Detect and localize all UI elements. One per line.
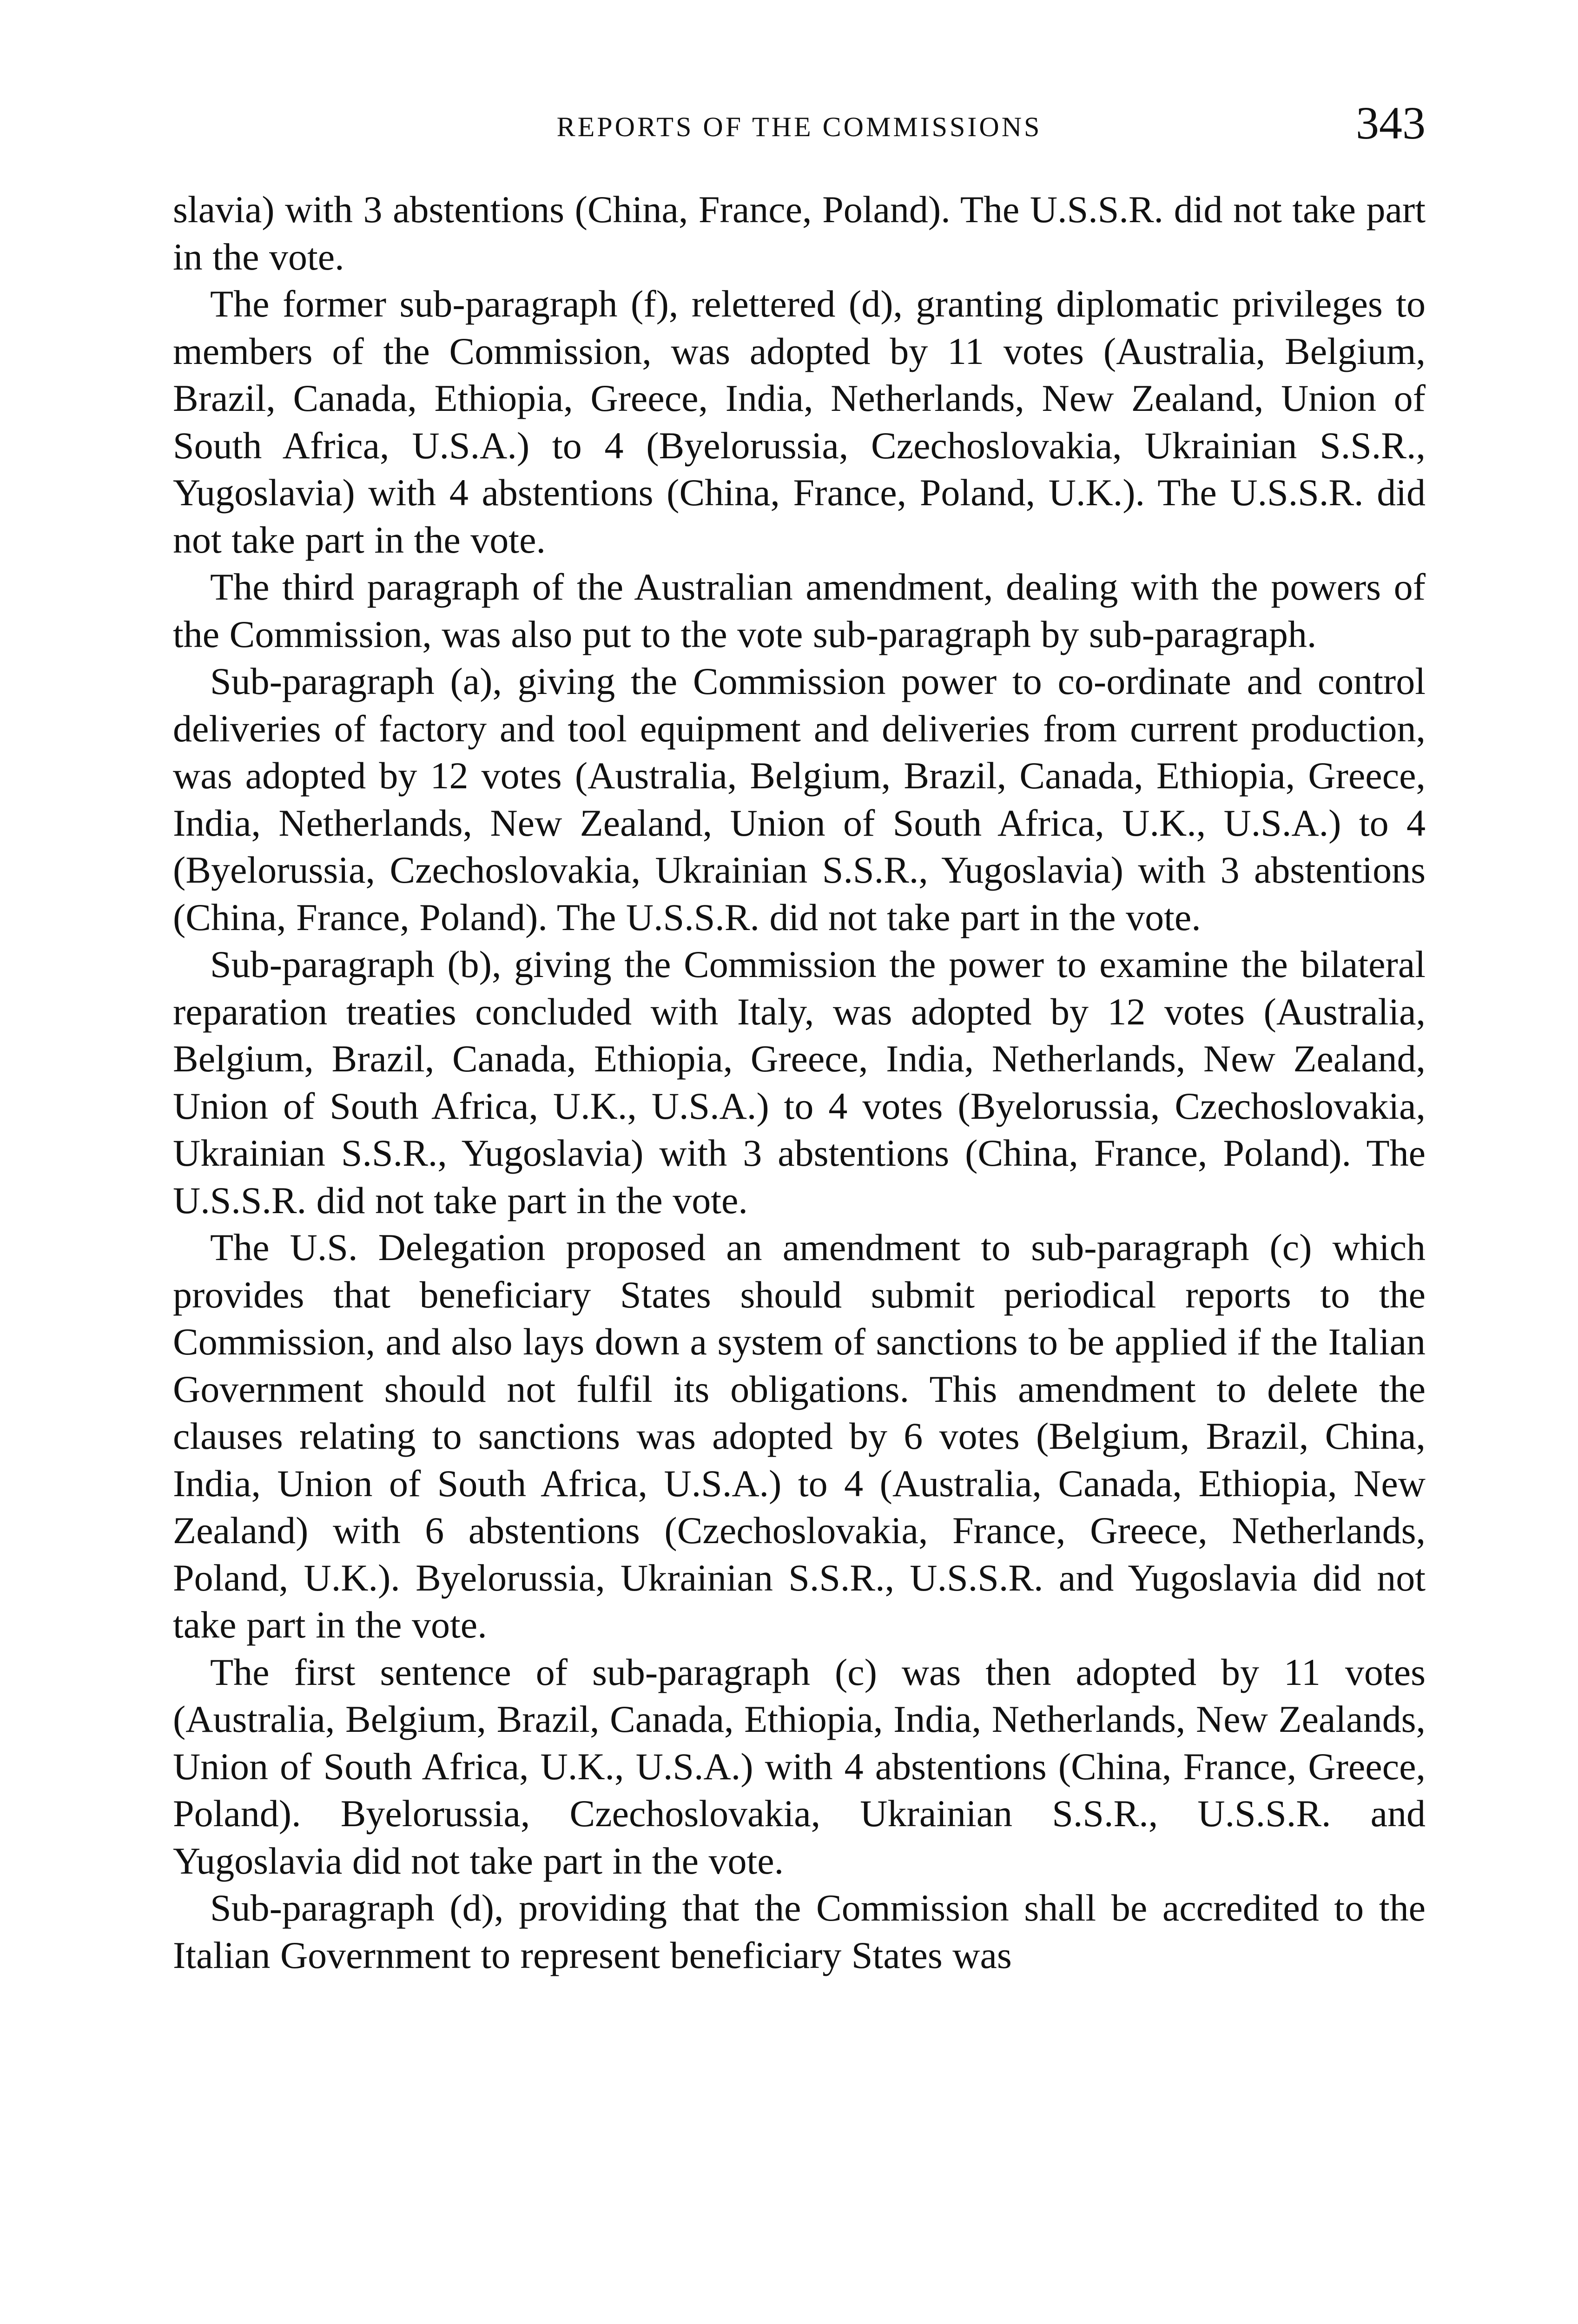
paragraph: The former sub-paragraph (f), relettered (d), granting diplomatic privileges to members of the Commission, was adopted by 11 votes (Australia, Belgium, Brazil, Canada, Ethiopia, Greece, India, Netherlands, New Zealand, Union of South Africa, U.S.A.) to 4 (Byelorussia, Czechoslovakia, Ukrainian S.S.R., Yugoslavia) with 4 abstentions (China, France, Poland, U.K.). The U.S.S.R. did not take part in the vote.	[173, 283, 1426, 561]
paragraph: The first sentence of sub-paragraph (c) was then adopted by 11 votes (Australia, Belgium, Brazil, Canada, Ethiopia, India, Netherlands, New Zealands, Union of South Africa, U.K., U.S.A.) with 4 abstentions (China, France, Greece, Poland). Byelorussia, Czechoslovakia, Ukrainian S.S.R., U.S.S.R. and Yugoslavia did not take part in the vote.	[173, 1651, 1426, 1882]
paragraph-continuation: slavia) with 3 abstentions (China, France, Poland). The U.S.S.R. did not take part in the vote.	[173, 188, 1426, 278]
body-text	[173, 186, 1426, 1979]
paragraph: The U.S. Delegation proposed an amendment to sub-paragraph (c) which provides that beneficiary States should submit periodical reports to the Commission, and also lays down a system of sanctions to be applied if the Italian Government should not fulfil its obligations. This amendment to delete the clauses relating to sanctions was adopted by 6 votes (Belgium, Brazil, China, India, Union of South Africa, U.S.A.) to 4 (Australia, Canada, Ethiopia, New Zealand) with 6 abstentions (Czechoslovakia, France, Greece, Netherlands, Poland, U.K.). Byelorussia, Ukrainian S.S.R., U.S.S.R. and Yugoslavia did not take part in the vote.	[173, 1226, 1426, 1646]
header-title: REPORTS OF THE COMMISSIONS	[556, 112, 1042, 142]
paragraph: The third paragraph of the Australian amendment, dealing with the powers of the Commission, was also put to the vote sub-paragraph by sub-paragraph.	[173, 566, 1426, 655]
paragraph: Sub-paragraph (d), providing that the Commission shall be accredited to the Italian Government to represent beneficiary States was	[173, 1887, 1426, 1976]
running-header	[173, 98, 1426, 153]
paragraph: Sub-paragraph (b), giving the Commission the power to examine the bilateral reparation treaties concluded with Italy, was adopted by 12 votes (Australia, Belgium, Brazil, Canada, Ethiopia, Greece, India, Netherlands, New Zealand, Union of South Africa, U.K., U.S.A.) to 4 votes (Byelorussia, Czechoslovakia, Ukrainian S.S.R., Yugoslavia) with 3 abstentions (China, France, Poland). The U.S.S.R. did not take part in the vote.	[173, 943, 1426, 1221]
page-number: 343	[1356, 97, 1426, 149]
paragraph: Sub-paragraph (a), giving the Commission power to co-ordinate and control deliveries of factory and tool equipment and deliveries from current production, was adopted by 12 votes (Australia, Belgium, Brazil, Canada, Ethiopia, Greece, India, Netherlands, New Zealand, Union of South Africa, U.K., U.S.A.) to 4 (Byelorussia, Czechoslovakia, Ukrainian S.S.R., Yugoslavia) with 3 abstentions (China, France, Poland). The U.S.S.R. did not take part in the vote.	[173, 660, 1426, 938]
